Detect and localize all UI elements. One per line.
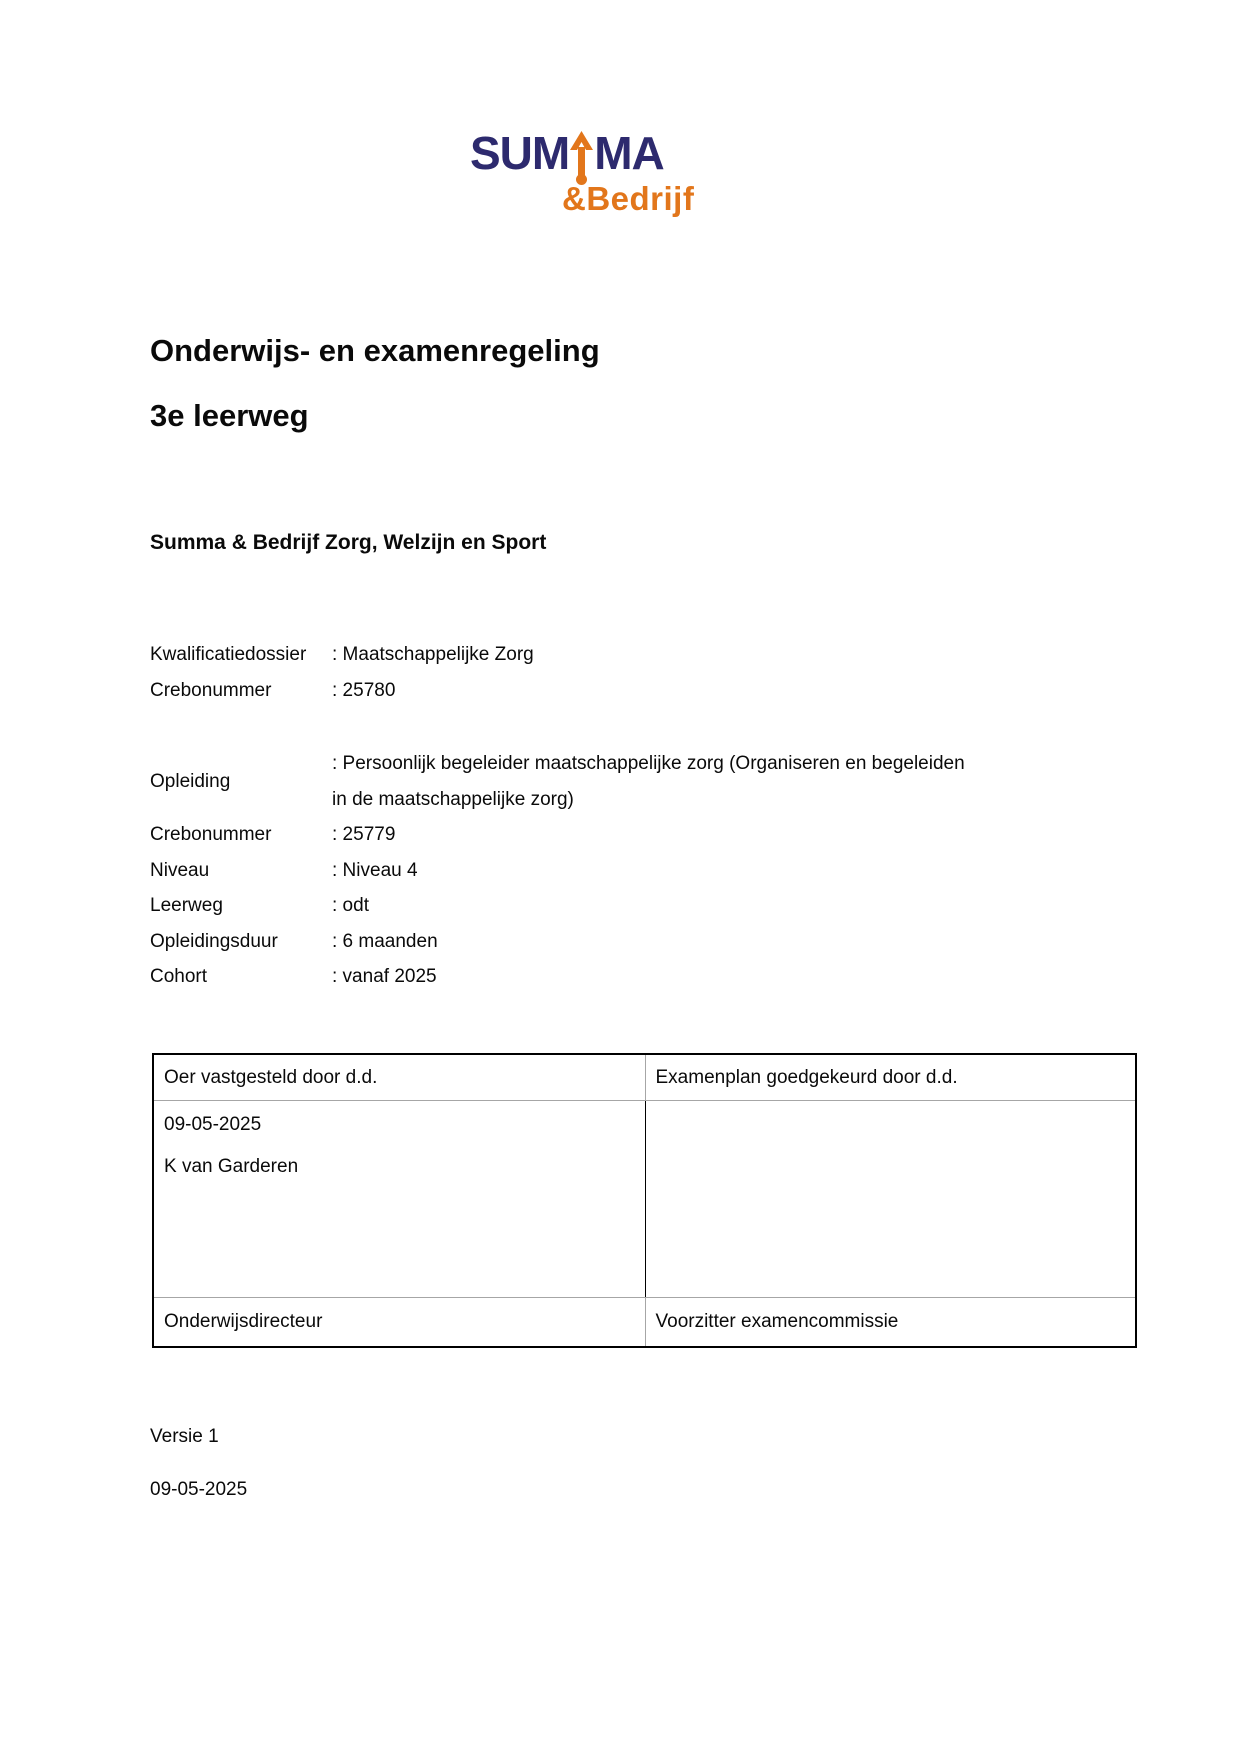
- table-footer-row: [154, 1298, 1135, 1346]
- table-body-row: [154, 1101, 1135, 1298]
- detail-label: Opleidingsduur: [150, 930, 278, 952]
- approval-table: [152, 1053, 1137, 1348]
- detail-value: : odt: [332, 895, 369, 916]
- approval-date: 09-05-2025: [164, 1114, 262, 1135]
- detail-value: : 6 maanden: [332, 930, 438, 952]
- detail-row-crebonummer-dossier: [150, 673, 990, 709]
- logo-tagline: &Bedrijf: [562, 180, 695, 217]
- detail-row-opleidingsduur: [150, 924, 990, 960]
- detail-row-crebonummer: [150, 817, 990, 853]
- program-details: [150, 746, 990, 995]
- detail-value: : Maatschappelijke Zorg: [332, 644, 534, 665]
- detail-label: Crebonummer: [150, 679, 272, 701]
- logo-word-left: SUM: [470, 127, 570, 179]
- detail-label: Opleiding: [150, 770, 231, 792]
- detail-value: : vanaf 2025: [332, 966, 437, 987]
- page-title-line2: 3e leerweg: [150, 398, 309, 433]
- detail-value: : Niveau 4: [332, 859, 418, 881]
- qualification-details: [150, 637, 990, 708]
- footer-cell-onderwijsdirecteur: Onderwijsdirecteur: [164, 1311, 323, 1332]
- page-title-line1: Onderwijs- en examenregeling: [150, 333, 600, 368]
- approval-name: K van Garderen: [164, 1156, 299, 1177]
- detail-label: Leerweg: [150, 895, 223, 916]
- detail-row-opleiding: [150, 746, 990, 817]
- version-label: Versie 1: [150, 1426, 219, 1447]
- summa-bedrijf-logo: [470, 127, 730, 217]
- body-cell-right: [645, 1101, 1136, 1297]
- detail-label: Niveau: [150, 859, 210, 881]
- body-cell-left: [154, 1101, 645, 1297]
- header-cell-oer: Oer vastgesteld door d.d.: [164, 1066, 378, 1088]
- detail-value: : 25779: [332, 824, 396, 845]
- detail-row-kwalificatiedossier: [150, 637, 990, 673]
- school-subtitle: Summa & Bedrijf Zorg, Welzijn en Sport: [150, 531, 547, 554]
- detail-row-niveau: [150, 853, 990, 889]
- logo-word-right: MA: [594, 127, 664, 179]
- detail-row-cohort: [150, 959, 990, 995]
- detail-label: Cohort: [150, 966, 208, 987]
- table-header-row: [154, 1055, 1135, 1101]
- footer-cell-voorzitter: Voorzitter examencommissie: [645, 1298, 1136, 1346]
- detail-row-leerweg: [150, 888, 990, 924]
- logo-wordmark: [470, 128, 730, 186]
- detail-value: : Persoonlijk begeleider maatschappelijke zorg (Organiseren en begeleiden in de maatschappelijke zorg): [332, 753, 965, 810]
- detail-value: : 25780: [332, 679, 396, 701]
- detail-label: Crebonummer: [150, 824, 272, 845]
- version-date: 09-05-2025: [150, 1479, 248, 1500]
- header-cell-examenplan: Examenplan goedgekeurd door d.d.: [645, 1055, 1136, 1100]
- up-arrow-icon: [570, 131, 593, 186]
- detail-label: Kwalificatiedossier: [150, 644, 307, 665]
